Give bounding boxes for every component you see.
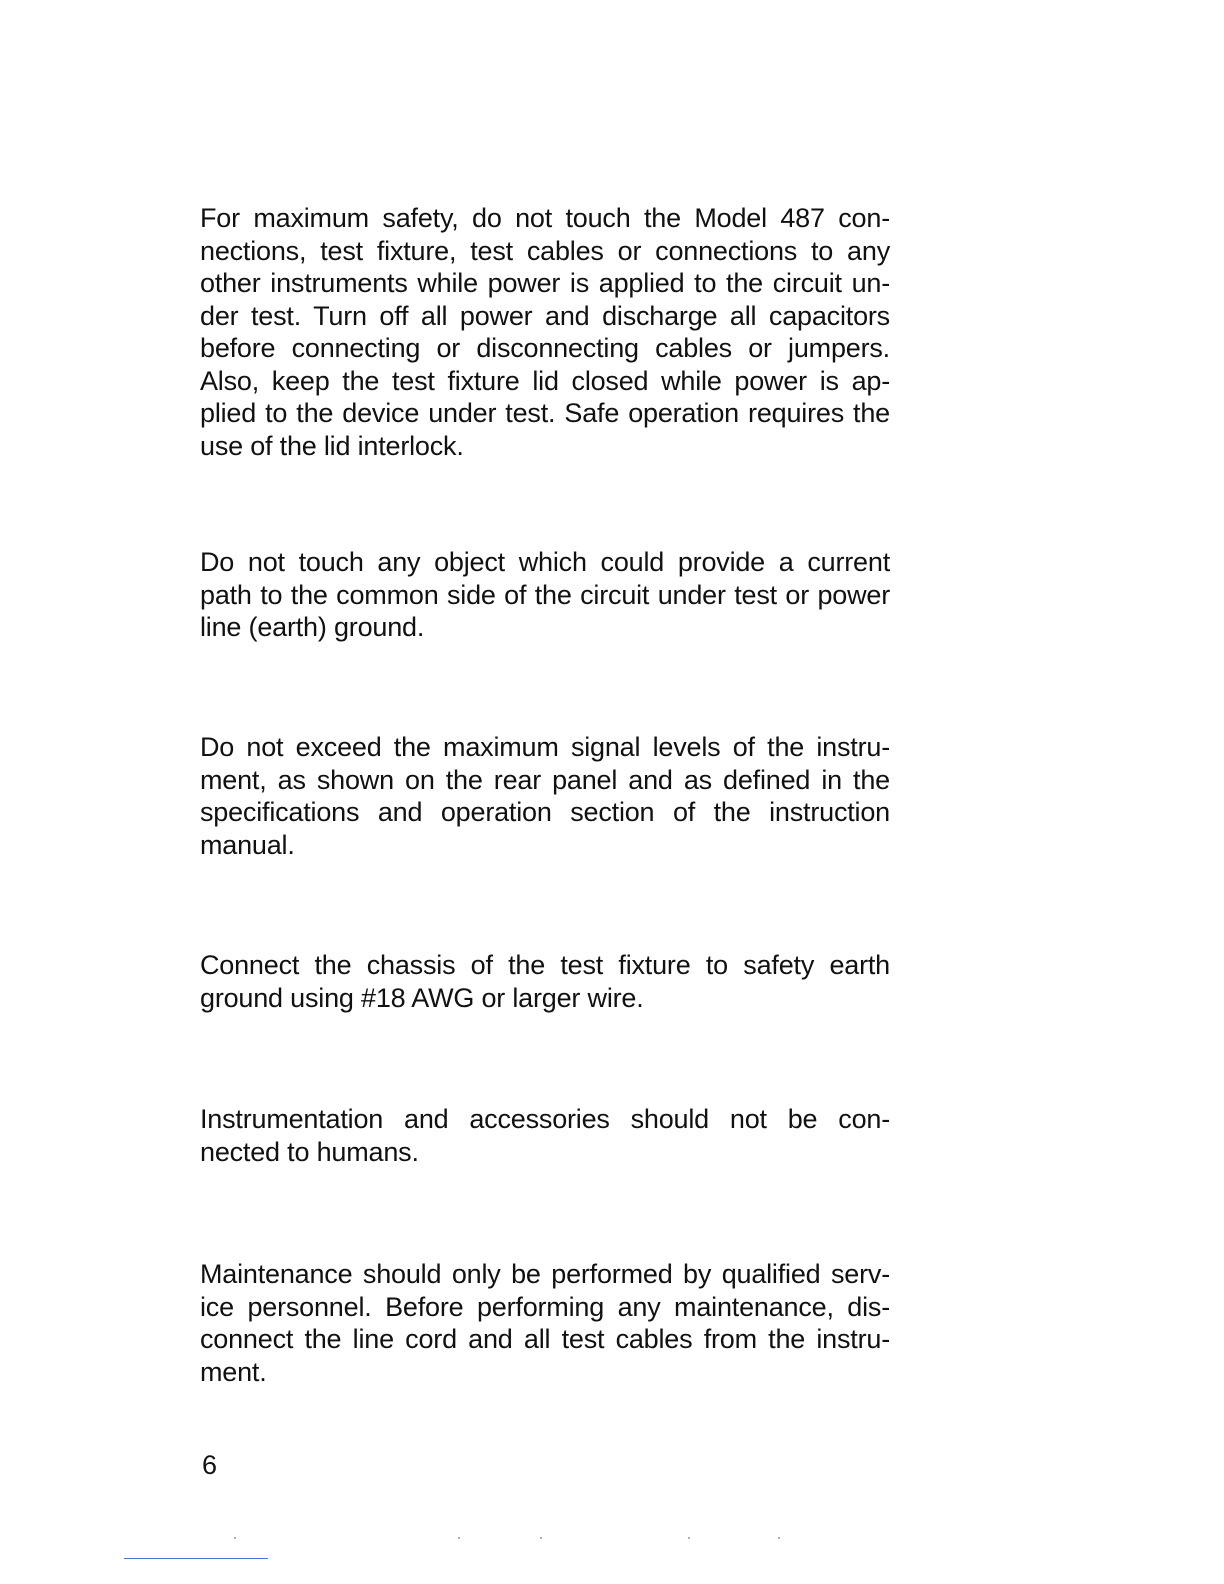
text-line: ice personnel. Before performing any maintenance, dis- [200,1291,890,1322]
safety-paragraph-current-path [200,546,890,644]
scan-speck [778,1537,780,1539]
text-line: connect the line cord and all test cables from the instru- [200,1324,890,1354]
scan-speck [458,1537,460,1539]
text-line: line (earth) ground. [200,612,425,642]
text-line: For maximum safety, do not touch the Model 487 con- [200,203,890,233]
safety-paragraph-touch-connections [200,202,890,462]
text-line: path to the common side of the circuit under test or power [200,579,890,610]
text-line: Also, keep the test fixture lid closed while power is ap- [200,365,890,396]
text-line: use of the lid interlock. [200,430,464,461]
page-number: 6 [202,1450,218,1480]
scan-speck [688,1537,690,1539]
safety-paragraph-signal-levels [200,731,890,861]
text-line: specifications and operation section of the instruction [200,797,890,827]
safety-paragraph-chassis-ground [200,949,890,1014]
text-line: other instruments while power is applied to the circuit un- [200,268,890,298]
text-line: nections, test fixture, test cables or connections to any [200,235,890,266]
scan-speck [234,1537,236,1539]
text-line: Instrumentation and accessories should not be con- [200,1104,890,1134]
text-line: Maintenance should only be performed by qualified serv- [200,1259,890,1289]
text-line: ment. [200,1356,267,1387]
safety-paragraph-maintenance [200,1258,890,1388]
text-line: ground using #18 AWG or larger wire. [200,982,644,1013]
text-line: plied to the device under test. Safe operation requires the [200,398,890,428]
text-line: Connect the chassis of the test fixture to safety earth [200,950,890,980]
text-line: manual. [200,829,295,860]
text-line: nected to humans. [200,1136,419,1167]
text-line: der test. Turn off all power and discharge all capacitors [200,300,890,331]
text-line: Do not touch any object which could provide a current [200,547,890,577]
safety-paragraph-humans [200,1103,890,1168]
scan-speck [540,1537,542,1539]
footer-rule [124,1558,268,1559]
text-line: before connecting or disconnecting cables or jumpers. [200,333,890,363]
text-line: Do not exceed the maximum signal levels of the instru- [200,732,890,762]
text-line: ment, as shown on the rear panel and as defined in the [200,764,890,795]
